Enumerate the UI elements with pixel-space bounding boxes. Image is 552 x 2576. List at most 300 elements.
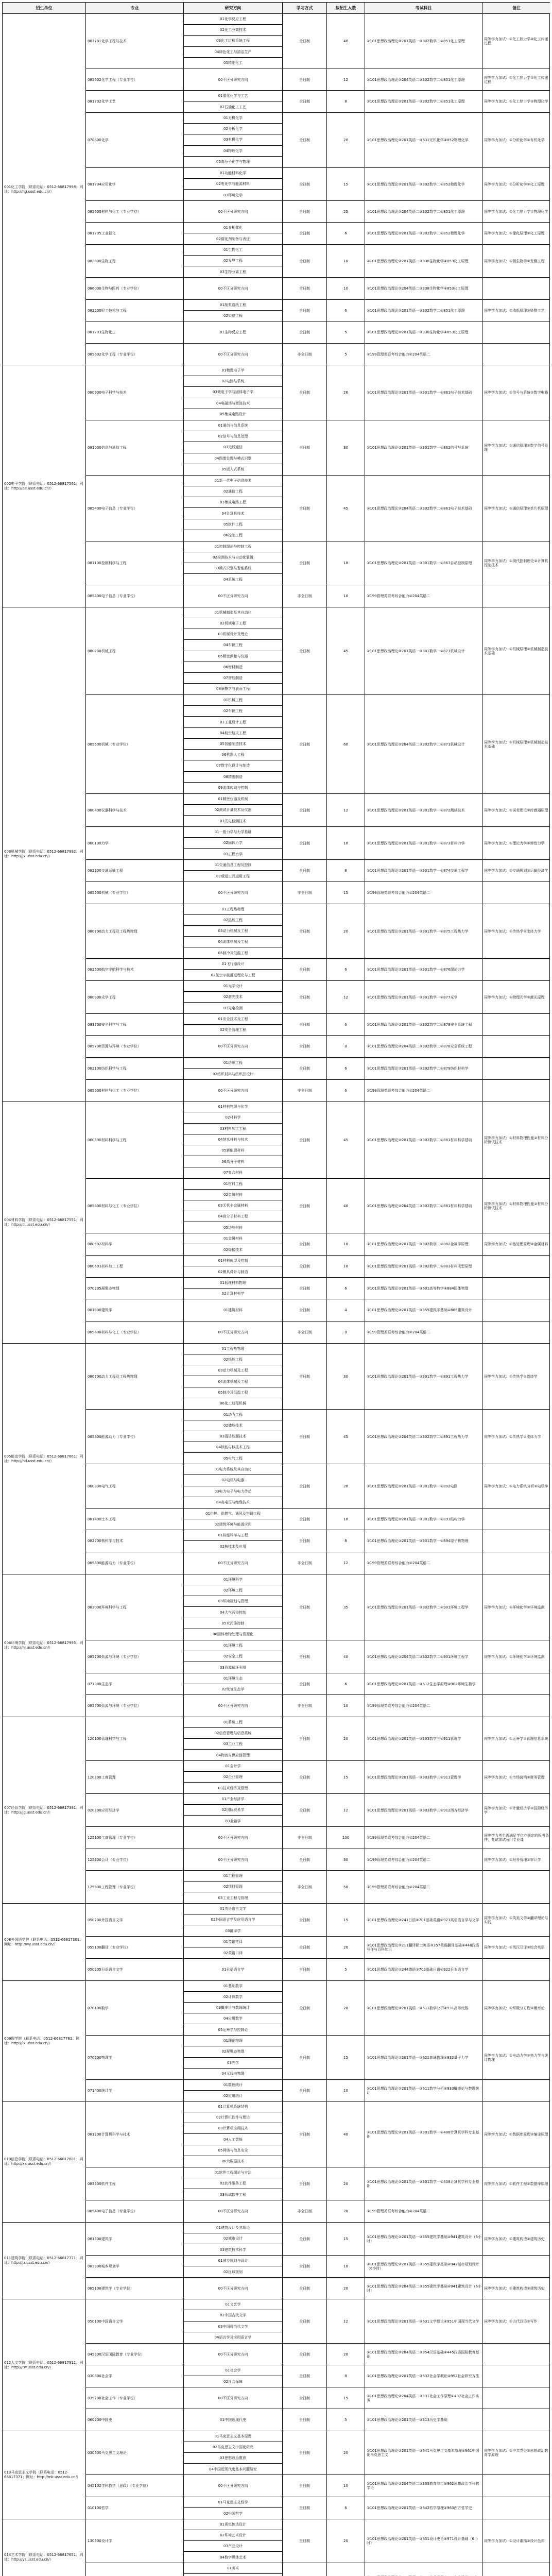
exam-subjects-cell: ①199管理类联考综合能力②204英语二 (365, 585, 482, 607)
direction-item: 01动力工程 (184, 1410, 282, 1420)
direction-item: 01工程热物理 (184, 904, 282, 915)
study-mode-cell: 全日制 (283, 69, 327, 90)
direction-item: 01材料工程 (184, 1179, 282, 1190)
exam-subjects-cell: ①101思想政治理论②201英语一③302数学二④851化工原理 (365, 14, 482, 69)
direction-item: 01工程热物理 (184, 1344, 282, 1354)
direction-item: 04应用数学 (184, 2013, 282, 2024)
direction-item: 02检测技术与自动化装置 (184, 552, 282, 563)
study-mode-cell: 全日制 (283, 2409, 327, 2431)
direction-item: 01系统工程 (184, 1717, 282, 1728)
major-cell: 125600工程管理（专业学位） (86, 1871, 184, 1903)
remarks-cell (482, 882, 550, 904)
direction-item: 03清洁能源技术 (184, 1431, 282, 1442)
enrollment-cell (327, 2563, 365, 2576)
exam-subjects-cell: ①101思想政治理论②201英语一③651设计史论④971设计基础（6小时） (365, 2519, 482, 2563)
study-mode-cell: 全日制 (283, 695, 327, 793)
exam-subjects-cell: ①101思想政治理论②201英语一③601高等数学④884固体物理 (365, 1278, 482, 1299)
major-cell: 050200外国语言文学 (86, 1904, 184, 1936)
remarks-cell: 同等学力加试：①传热学②流体力学 (484, 1434, 541, 1439)
enrollment-cell: 10 (327, 1256, 365, 1277)
directions-cell (184, 1904, 283, 1936)
enrollment-cell: 60 (327, 695, 365, 793)
direction-item: 03化工过程系统工程 (184, 36, 282, 46)
enrollment-cell: 15 (327, 2036, 365, 2079)
direction-item: 01材料物理与化学 (184, 1101, 282, 1112)
direction-item: 01马克思主义哲学 (184, 2497, 282, 2508)
exam-subjects-cell: ①101思想政治理论②204英语二③302数学二④861电子技术基础 (365, 476, 482, 541)
direction-item: 07复合材料 (223, 1171, 243, 1175)
direction-item: 02国际贸易学 (184, 1805, 282, 1816)
remarks-cell: 同等学力加试：①化工热力学②化工传递过程 (484, 37, 548, 45)
exam-subjects-cell: ①199管理类联考综合能力②204英语二 (365, 2200, 482, 2222)
direction-item: 04人工智能 (184, 2134, 282, 2145)
enrollment-cell: 100 (327, 1827, 365, 1849)
study-mode-cell: 全日制 (283, 168, 327, 200)
directions-cell (184, 300, 283, 321)
enrollment-cell: 30 (327, 1849, 365, 1870)
major-cell: 085602化学工程（专业学位） (86, 344, 184, 365)
study-mode-cell: 全日制 (283, 245, 327, 277)
directions-cell (184, 1640, 283, 1673)
study-mode-cell: 全日制 (283, 2299, 327, 2343)
enrollment-cell: 10 (327, 278, 365, 299)
study-mode-cell: 全日制 (283, 1278, 327, 1299)
major-cell: 130500设计学 (86, 2519, 184, 2563)
enrollment-cell: 8 (327, 91, 365, 112)
direction-item: 01建筑设计及其理论 (184, 2223, 282, 2233)
header-cell: 考试科目 (365, 3, 482, 13)
exam-subjects-cell: ①101思想政治理论②201英语一③302数学二④879纺织材料学 (365, 1058, 482, 1079)
exam-subjects-cell: ①101思想政治理论②204英语二③302数学二④851化工原理 (365, 69, 482, 90)
enrollment-cell: 20 (327, 2344, 365, 2365)
enrollment-cell: 15 (327, 882, 365, 904)
major-cell: 085100建筑学（专业学位） (86, 2278, 184, 2299)
study-mode-cell: 全日制 (283, 2519, 327, 2563)
study-mode-cell: 全日制 (283, 1981, 327, 2035)
directions-cell (184, 2497, 283, 2519)
major-cell: 083300城乡规划学 (86, 2256, 184, 2277)
remarks-cell: 同等学力加试：①建筑构造②建筑历史 (484, 2286, 545, 2291)
directions-cell (184, 2200, 283, 2222)
exam-subjects-cell: ①101思想政治理论②201英语一③301数学一④875工程热力学 (365, 904, 482, 958)
directions-cell (184, 113, 283, 167)
directions-cell (184, 1464, 283, 1508)
major-cell: 081300建筑学 (86, 1299, 184, 1321)
study-mode-cell: 全日制 (283, 1410, 327, 1464)
directions-cell (184, 2299, 283, 2343)
direction-item: 03计算机应用技术 (184, 2123, 282, 2134)
exam-subjects-cell: ①101思想政治理论②201英语一③302数学二④882金属学原理 (365, 1233, 482, 1255)
enrollment-cell: 8 (327, 860, 365, 882)
direction-item: 01环境生态 (184, 1673, 282, 1684)
enrollment-cell: 12 (327, 2299, 365, 2343)
direction-item: 02分析化学 (184, 124, 282, 134)
direction-item: 08摩擦学与表面工程 (216, 687, 250, 691)
direction-item: 02热能工程 (184, 915, 282, 926)
direction-item: 02电化学与能源材料 (184, 179, 282, 190)
study-mode-cell: 全日制 (283, 1849, 327, 1870)
direction-item: 01生物反应工程 (220, 330, 246, 334)
exam-subjects-cell: ①101思想政治理论②201英语一③302数学二④901环境工程学 (365, 1574, 482, 1640)
enrollment-cell: 12 (327, 981, 365, 1013)
exam-subjects-cell: ①101思想政治理论②201英语一③303数学三④911管理学 (365, 1761, 482, 1793)
direction-item: 01日语语言学 (221, 1968, 245, 1972)
exam-subjects-cell: ①101思想政治理论②201英语一③301数学一④408计算机学科专业基础 (365, 2102, 482, 2167)
exam-subjects-cell: ①101思想政治理论②201英语一③611数学分析④931高等代数 (365, 1981, 482, 2035)
major-cell: 120100管理科学与工程 (86, 1717, 184, 1760)
directions-cell (184, 2167, 283, 2200)
direction-item: 05集成电路设计 (220, 412, 246, 417)
direction-item (184, 2574, 282, 2576)
directions-cell (184, 1673, 283, 1694)
direction-item: 04物理化学 (184, 146, 282, 157)
remarks-cell: 同等学力加试：①信号与系统②数字电路 (484, 391, 548, 395)
direction-item: 00不区分研究方向 (218, 2352, 248, 2357)
direction-item: 02石油化工工艺 (220, 105, 246, 109)
direction-item: 01生物化工 (184, 245, 282, 256)
directions-cell (184, 904, 283, 958)
major-cell: 082200轻工技术与工程 (86, 300, 184, 321)
study-mode-cell: 全日制 (283, 2167, 327, 2200)
remarks-cell: 同等学力加试：①机械原理②机械制造技术基础 (484, 647, 548, 655)
study-mode-cell: 全日制 (283, 1640, 327, 1673)
remarks-cell (482, 278, 550, 299)
direction-item: 01基础数学 (184, 1981, 282, 1992)
directions-cell (184, 2080, 283, 2101)
admission-table (2, 2, 550, 2576)
remarks-cell: 同等学力加试：①电动力学②热力学与统计物理 (484, 2053, 548, 2062)
major-cell: 083600生物工程 (86, 245, 184, 277)
direction-item: 04核能与核技术工程 (184, 1442, 282, 1453)
direction-item: 03材料加工工程 (184, 1124, 282, 1134)
directions-cell (184, 1849, 283, 1870)
major-cell: 085600材料与化工（专业学位） (86, 1321, 184, 1343)
remarks-cell: 同等学力加试：①电力系统分析②电机学 (484, 1484, 548, 1488)
direction-item: 02建筑环境与能源应用 (214, 1522, 252, 1527)
direction-item: 01环境工程 (184, 1640, 282, 1651)
direction-item: 04电磁场与微波技术 (184, 398, 282, 409)
directions-cell (184, 201, 283, 222)
directions-cell (184, 1574, 283, 1640)
direction-item: 03工业工程 (184, 1739, 282, 1750)
direction-item: 01核能科学与工程 (184, 1530, 282, 1541)
study-mode-cell: 全日制 (283, 794, 327, 826)
major-cell: 083500软件工程 (86, 2167, 184, 2200)
study-mode-cell: 全日制 (283, 2278, 327, 2299)
enrollment-cell: 40 (327, 2102, 365, 2167)
directions-cell (184, 1256, 283, 1277)
enrollment-cell: 26 (327, 365, 365, 420)
direction-item: 02模具设计与制造 (218, 1269, 248, 1274)
directions-cell (184, 1761, 283, 1793)
study-mode-cell: 非全日制 (283, 1080, 327, 1101)
study-mode-cell: 全日制 (283, 959, 327, 980)
direction-item: 03建筑技术科学 (220, 2247, 246, 2252)
study-mode-cell: 非全日制 (283, 585, 327, 607)
enrollment-cell: 6 (327, 1058, 365, 1079)
direction-item: 01社会学 (184, 2365, 282, 2376)
enrollment-cell: 6 (327, 1673, 365, 1694)
study-mode-cell: 全日制 (283, 14, 327, 69)
direction-item: 02发酵工程 (184, 256, 282, 266)
exam-subjects-cell: ①101思想政治理论②201英语一③301数学一④861电子技术基础 (365, 365, 482, 420)
major-cell: 082100纺织科学与工程 (86, 1058, 184, 1079)
major-cell: 085500机械（专业学位） (86, 882, 184, 904)
direction-item: 04航空航天工程 (184, 728, 282, 739)
direction-item: 06机器人工程 (184, 750, 282, 760)
direction-item: 04大气污染控制 (184, 1607, 282, 1618)
major-cell: 070205凝聚态物理 (86, 1278, 184, 1299)
enrollment-cell: 6 (327, 223, 365, 244)
study-mode-cell: 全日制 (283, 1904, 327, 1936)
direction-item: 01无机化学 (184, 113, 282, 124)
enrollment-cell: 10 (327, 585, 365, 607)
directions-cell (184, 607, 283, 694)
direction-item: 00不区分研究方向 (218, 1044, 248, 1048)
exam-subjects-cell: ①101思想政治理论②201英语一③631文学理论④951中国现当代文学 (365, 2299, 482, 2343)
direction-item: 04无线电物理 (221, 2072, 245, 2076)
remarks-cell: 同等学力加试：①英美文学②翻译理论与实践 (484, 1916, 548, 1924)
remarks-cell: 同等学力加试：①材料物理性能②材料分析测试技术 (484, 1136, 548, 1144)
major-cell: 085800能源动力（专业学位） (86, 1410, 184, 1464)
direction-item: 03动力机械及工程 (184, 1365, 282, 1376)
remarks-cell: 同等学力加试：①数据库原理②编译原理 (484, 2132, 548, 2137)
exam-subjects-cell: ①101思想政治理论②201英语一③302数学二④851化工原理 (365, 91, 482, 112)
enrollment-cell: 15 (327, 2387, 365, 2409)
directions-cell (184, 91, 283, 112)
major-cell: 081100控制科学与工程 (86, 541, 184, 585)
remarks-cell (482, 1509, 550, 1530)
directions-cell (184, 1695, 283, 1717)
direction-item: 03环境化学 (223, 193, 243, 197)
study-mode-cell: 非全日制 (283, 1871, 327, 1903)
direction-item: 05运筹学与控制论 (218, 2027, 248, 2032)
enrollment-cell: 6 (327, 959, 365, 980)
direction-item: 04流体机械及工程 (184, 1377, 282, 1387)
study-mode-cell: 全日制 (283, 278, 327, 299)
direction-item: 01新一代电子信息技术 (184, 476, 282, 486)
major-cell: 081400土木工程 (86, 1509, 184, 1530)
direction-item: 04高分子材料工程 (184, 1211, 282, 1222)
direction-item: 02软件服务工程 (184, 2178, 282, 2189)
study-mode-cell: 全日制 (283, 300, 327, 321)
study-mode-cell: 全日制 (283, 1233, 327, 1255)
exam-subjects-cell: ①101思想政治理论②201英语一③612生态学原理④902环境生物学 (365, 1673, 482, 1694)
study-mode-cell: 全日制 (283, 1299, 327, 1321)
remarks-cell: 同等学力加试：①物理光学②激光原理 (484, 995, 545, 999)
major-cell: 085600材料与化工（专业学位） (86, 201, 184, 222)
remarks-cell (482, 2080, 550, 2101)
direction-item: 02航空宇航推进理论与工程 (211, 973, 255, 977)
enrollment-cell: 12 (327, 69, 365, 90)
remarks-cell: 同等学力加试：①现代控制理论②计算机控制技术 (484, 559, 548, 567)
study-mode-cell: 全日制 (283, 1058, 327, 1079)
remarks-cell: 同等学力加试：①传热学②流体力学 (484, 929, 541, 934)
remarks-cell (482, 321, 550, 343)
direction-item: 03微电子学与固体电子学 (184, 387, 282, 398)
remarks-cell: 同等学力加试：①古代汉语②写作 (484, 2319, 538, 2324)
enrollment-cell: 10 (327, 1695, 365, 1717)
direction-item: 02计算机软件与理论 (184, 2112, 282, 2123)
major-cell: 125300会计（专业学位） (86, 1849, 184, 1870)
directions-cell (184, 2102, 283, 2167)
directions-cell (184, 794, 283, 826)
enrollment-cell: 5 (327, 321, 365, 343)
direction-item: 04数字媒体艺术 (220, 2555, 246, 2560)
study-mode-cell: 全日制 (283, 1673, 327, 1694)
exam-subjects-cell: ①101思想政治理论②201英语一③301数学一④892电路 (365, 1464, 482, 1508)
directions-cell (184, 2223, 283, 2255)
exam-subjects-cell: ①101思想政治理论②201英语一③301数学一④862信号与系统 (365, 420, 482, 475)
direction-item: 04计算机技术 (184, 509, 282, 519)
direction-item: 02中国古代文学 (184, 2310, 282, 2321)
enrollment-cell: 18 (327, 541, 365, 585)
major-cell: 085600材料与化工（专业学位） (86, 1179, 184, 1233)
direction-item: 03集成电路工程 (184, 497, 282, 508)
major-cell: 071400统计学 (86, 2080, 184, 2101)
major-cell: 081705工业催化 (86, 223, 184, 244)
direction-item: 01英语笔译 (184, 1937, 282, 1947)
major-cell: 080700动力工程及工程热物理 (86, 1344, 184, 1409)
remarks-cell: 同等学力加试：①运筹学②管理信息系统 (484, 1737, 548, 1741)
enrollment-cell: 40 (327, 1640, 365, 1673)
direction-item: 01材料成型及控制 (184, 1256, 282, 1266)
direction-item: 02激光技术 (184, 992, 282, 1003)
major-cell: 071300生态学 (86, 1673, 184, 1694)
directions-cell (184, 2278, 283, 2299)
enrollment-cell: 5 (327, 2409, 365, 2431)
header-cell: 学习方式 (283, 3, 327, 13)
exam-subjects-cell: ①101思想政治理论②204英语二③302数学二④881材料科学基础 (365, 1179, 482, 1233)
remarks-cell (482, 2497, 550, 2519)
major-cell: 125100工商管理（专业学位） (86, 1827, 184, 1849)
directions-cell (184, 2475, 283, 2497)
remarks-cell: 同等学力加试：①英汉互译②综合英语 (484, 1945, 545, 1950)
direction-item: 02核技术及应用 (220, 1544, 246, 1549)
direction-item: 02载运工具运用工程 (216, 874, 250, 878)
direction-item: 04系统工程 (223, 577, 243, 582)
direction-item: 03技术经济及管理 (218, 1786, 248, 1790)
enrollment-cell: 8 (327, 1530, 365, 1552)
major-cell: 081300建筑学 (86, 2223, 184, 2255)
major-cell: 045102学科教学（思政）（专业学位） (86, 2475, 184, 2497)
direction-item: 01工程管理 (184, 1871, 282, 1882)
enrollment-cell: 45 (327, 1410, 365, 1464)
study-mode-cell: 非全日制 (283, 2200, 327, 2222)
direction-item: 03机械设计及理论 (184, 629, 282, 640)
major-cell: 083700安全科学与工程 (86, 1014, 184, 1035)
direction-item: 03环境规划与管理 (184, 1596, 282, 1607)
direction-item: 01电力系统及其自动化 (184, 1464, 282, 1475)
direction-item: 00不区分研究方向 (218, 1088, 248, 1093)
study-mode-cell (283, 2563, 327, 2576)
directions-cell (184, 1871, 283, 1903)
remarks-cell (482, 585, 550, 607)
enrollment-cell: 20 (327, 113, 365, 167)
remarks-cell: 同等学力加试：①常微分方程②概率论 (484, 2006, 545, 2010)
directions-cell (184, 2387, 283, 2409)
table-header (3, 3, 549, 14)
direction-item: 02项目管理 (184, 1882, 282, 1892)
direction-item: 05功能材料 (223, 1225, 243, 1230)
major-cell: 085400电子信息（专业学位） (86, 2200, 184, 2222)
remarks-cell: 同等学力加试：①通信原理②数字信号处理 (484, 444, 548, 452)
directions-cell (184, 1101, 283, 1178)
exam-subjects-cell: ①101思想政治理论②204英语二③333教育综合④962思想政治学科教学论 (365, 2475, 482, 2497)
major-cell: 070100数学 (86, 1981, 184, 2035)
exam-subjects-cell: ①101思想政治理论②201英语一③611数学分析④933概率论与数理统计 (365, 2080, 482, 2101)
enrollment-cell: 15 (327, 1904, 365, 1936)
direction-item: 01化学反应工程 (184, 14, 282, 25)
direction-item: 02计算数学 (184, 1992, 282, 2003)
remarks-cell: 同等学力加试：①理论力学②弹性力学 (484, 841, 545, 845)
directions-cell (184, 1344, 283, 1409)
direction-item: 01精密仪器及机械 (184, 794, 282, 805)
enrollment-cell: 20 (327, 2519, 365, 2563)
study-mode-cell: 非全日制 (283, 882, 327, 904)
direction-item: 01物理电子学 (184, 365, 282, 376)
direction-item: 03金融学 (225, 1819, 241, 1823)
direction-item: 03光电检测 (223, 1006, 243, 1010)
directions-cell (184, 959, 283, 980)
direction-item: 02材料学 (184, 1112, 282, 1123)
direction-item: 00不区分研究方向 (218, 594, 248, 598)
study-mode-cell: 全日制 (283, 1574, 327, 1640)
exam-subjects-cell: ①101思想政治理论②201英语一③301数学一④874交通工程学 (365, 860, 482, 882)
remarks-cell (482, 1552, 550, 1574)
direction-item: 05高分子化学与物理 (216, 160, 250, 164)
major-cell: 120200工商管理 (86, 1761, 184, 1793)
study-mode-cell: 全日制 (283, 201, 327, 222)
directions-cell (184, 1278, 283, 1299)
direction-item: 07数字化设计与制造 (184, 760, 282, 771)
remarks-cell (482, 1530, 550, 1552)
enrollment-cell: 6 (327, 1278, 365, 1299)
enrollment-cell: 50 (327, 1871, 365, 1903)
directions-cell (184, 882, 283, 904)
direction-item: 05水污染控制 (184, 1618, 282, 1629)
major-cell: 030300社会学 (86, 2365, 184, 2387)
study-mode-cell: 全日制 (283, 365, 327, 420)
major-cell: 020200应用经济学 (86, 1794, 184, 1826)
exam-subjects-cell: ①199管理类联考综合能力②204英语二 (365, 1871, 482, 1903)
header-cell: 备注 (482, 3, 550, 13)
directions-cell (184, 1321, 283, 1343)
direction-item: 01软件工程理论与方法 (184, 2167, 282, 2178)
exam-subjects-cell: ①101思想政治理论②201英语一③303数学三④912西方经济学 (365, 1794, 482, 1826)
exam-subjects-cell: ①101思想政治理论②201英语一③632社会学概论④952社会研究方法 (365, 2365, 482, 2387)
direction-item: 01中国近现代史 (220, 2418, 246, 2422)
remarks-cell (482, 1256, 550, 1277)
direction-item: 05新能源材料 (184, 1145, 282, 1156)
direction-item: 03无机非金属材料 (184, 1200, 282, 1211)
exam-subjects-cell: ①101思想政治理论②211翻译硕士英语③357英语翻译基础④448汉语写作与百科知识 (365, 1937, 482, 1958)
direction-item: 01功能材料化学 (184, 168, 282, 179)
major-cell: 080900电子科学与技术 (86, 365, 184, 420)
direction-item: 01计算机系统结构 (184, 2102, 282, 2112)
enrollment-cell: 10 (327, 1509, 365, 1530)
study-mode-cell: 全日制 (283, 223, 327, 244)
direction-item: 04绿色化工与清洁生产 (184, 47, 282, 58)
direction-item: 00不区分研究方向 (218, 77, 248, 82)
direction-item: 05制冷及低温工程 (218, 951, 248, 955)
major-cell: 081704应用化学 (86, 168, 184, 200)
unit-name: 005能动学院（联系电话：0512-66817661；网址：http://nd.usst.edu.cn/） (3, 1344, 86, 1574)
direction-item: 03光电检测技术 (220, 819, 246, 823)
study-mode-cell: 全日制 (283, 1761, 327, 1793)
major-cell: 081701化学工程与技术 (86, 14, 184, 69)
remarks-cell: 同等学力加试：①中共党史②思想政治教育学原理 (484, 2449, 548, 2457)
